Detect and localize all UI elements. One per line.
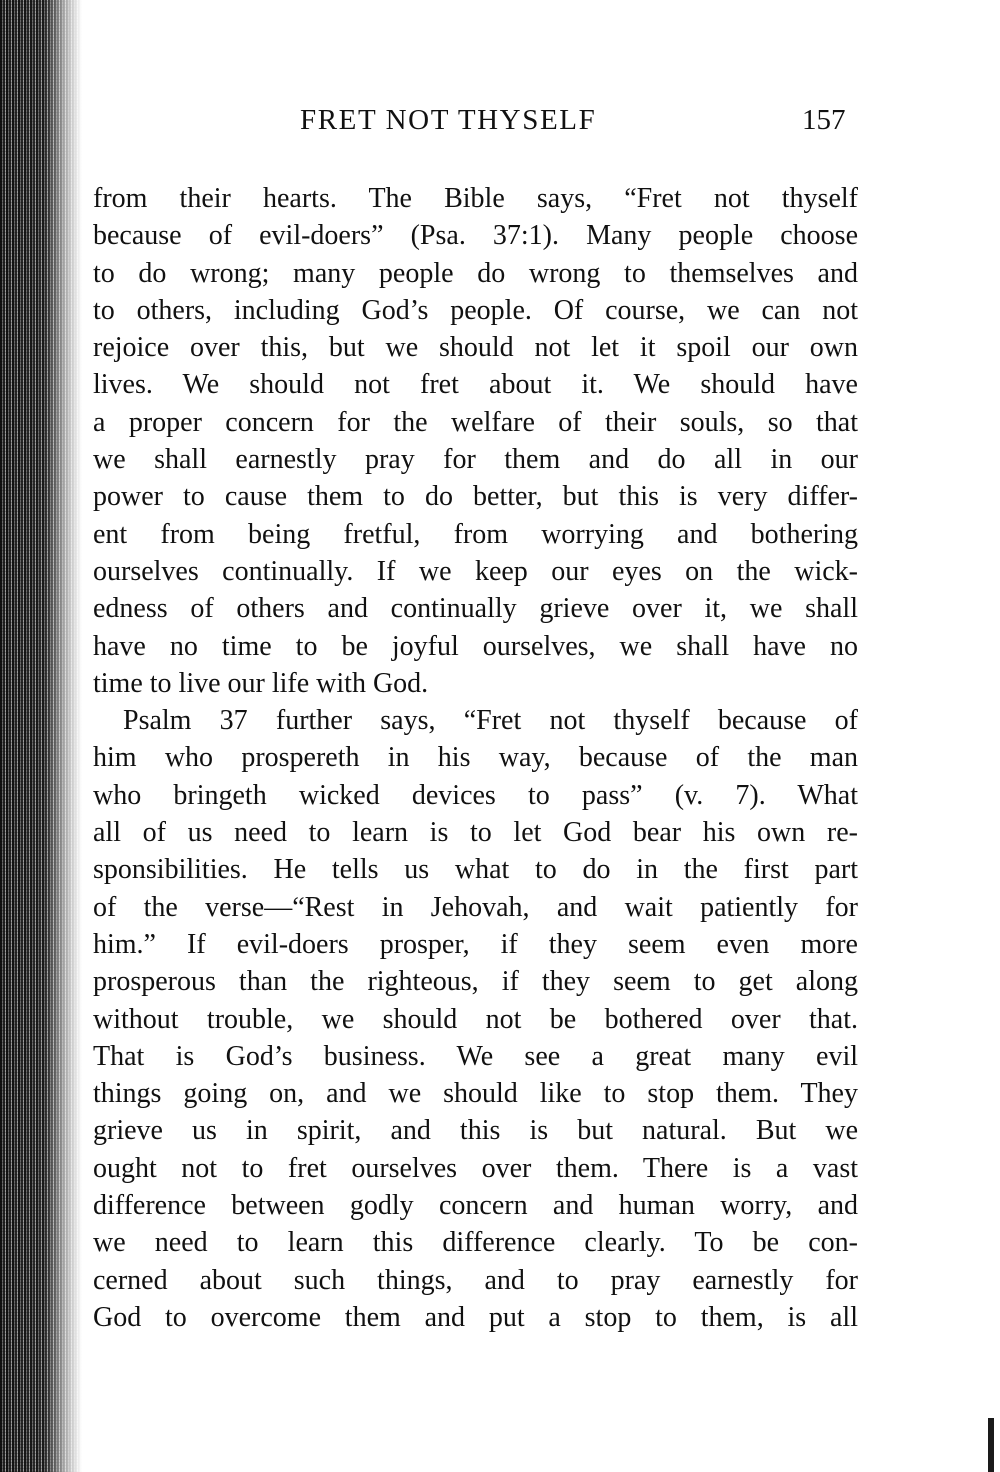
page-header: [0, 104, 1000, 144]
text-line: have no time to be joyful ourselves, we shall have no: [93, 630, 858, 662]
text-line: Psalm 37 further says, “Fret not thyself because of: [123, 705, 858, 737]
running-head: FRET NOT THYSELF: [300, 104, 597, 136]
text-line: difference between godly concern and human worry, and: [93, 1190, 858, 1222]
text-line: ourselves continually. If we keep our eyes on the wick-: [93, 555, 858, 587]
text-line: grieve us in spirit, and this is but natural. But we: [93, 1115, 858, 1147]
text-line: God to overcome them and put a stop to them, is all: [93, 1301, 858, 1333]
text-line: who bringeth wicked devices to pass” (v. 7). What: [93, 779, 858, 811]
text-line: sponsibilities. He tells us what to do in the first part: [93, 854, 858, 886]
paragraph-2: [93, 702, 858, 1336]
text-line: edness of others and continually grieve over it, we shall: [93, 593, 858, 625]
text-line: without trouble, we should not be bothered over that.: [93, 1003, 858, 1035]
text-line: from their hearts. The Bible says, “Fret not thyself: [93, 183, 858, 214]
page-binding-edge: [0, 0, 82, 1472]
text-line: things going on, and we should like to stop them. They: [93, 1078, 858, 1110]
text-line: power to cause them to do better, but this is very differ-: [93, 481, 858, 513]
page-number: 157: [802, 104, 846, 136]
paragraph-1: [93, 180, 858, 702]
text-line: because of evil-doers” (Psa. 37:1). Many people choose: [93, 220, 858, 252]
text-line: him.” If evil-doers prosper, if they seem even more: [93, 928, 858, 960]
text-line: we need to learn this difference clearly. To be con-: [93, 1227, 858, 1259]
text-line: ought not to fret ourselves over them. There is a vast: [93, 1152, 858, 1184]
text-line: prosperous than the righteous, if they seem to get along: [93, 966, 858, 998]
text-line: to others, including God’s people. Of course, we can not: [93, 294, 858, 326]
text-line: lives. We should not fret about it. We should have: [93, 369, 858, 401]
text-line: That is God’s business. We see a great many evil: [93, 1040, 858, 1072]
text-line: to do wrong; many people do wrong to themselves and: [93, 257, 858, 289]
text-line: time to live our life with God.: [93, 667, 429, 699]
text-line: a proper concern for the welfare of their souls, so that: [93, 406, 858, 438]
text-line: rejoice over this, but we should not let it spoil our own: [93, 332, 858, 364]
text-line: all of us need to learn is to let God bear his own re-: [93, 817, 858, 849]
text-line: ent from being fretful, from worrying and bothering: [93, 518, 858, 550]
text-line: of the verse—“Rest in Jehovah, and wait patiently for: [93, 891, 858, 923]
page-body: [93, 180, 858, 1336]
text-line: him who prospereth in his way, because of the man: [93, 742, 858, 774]
text-line: cerned about such things, and to pray earnestly for: [93, 1264, 858, 1296]
scan-edge-mark: [988, 1418, 994, 1472]
text-line: we shall earnestly pray for them and do all in our: [93, 444, 858, 476]
